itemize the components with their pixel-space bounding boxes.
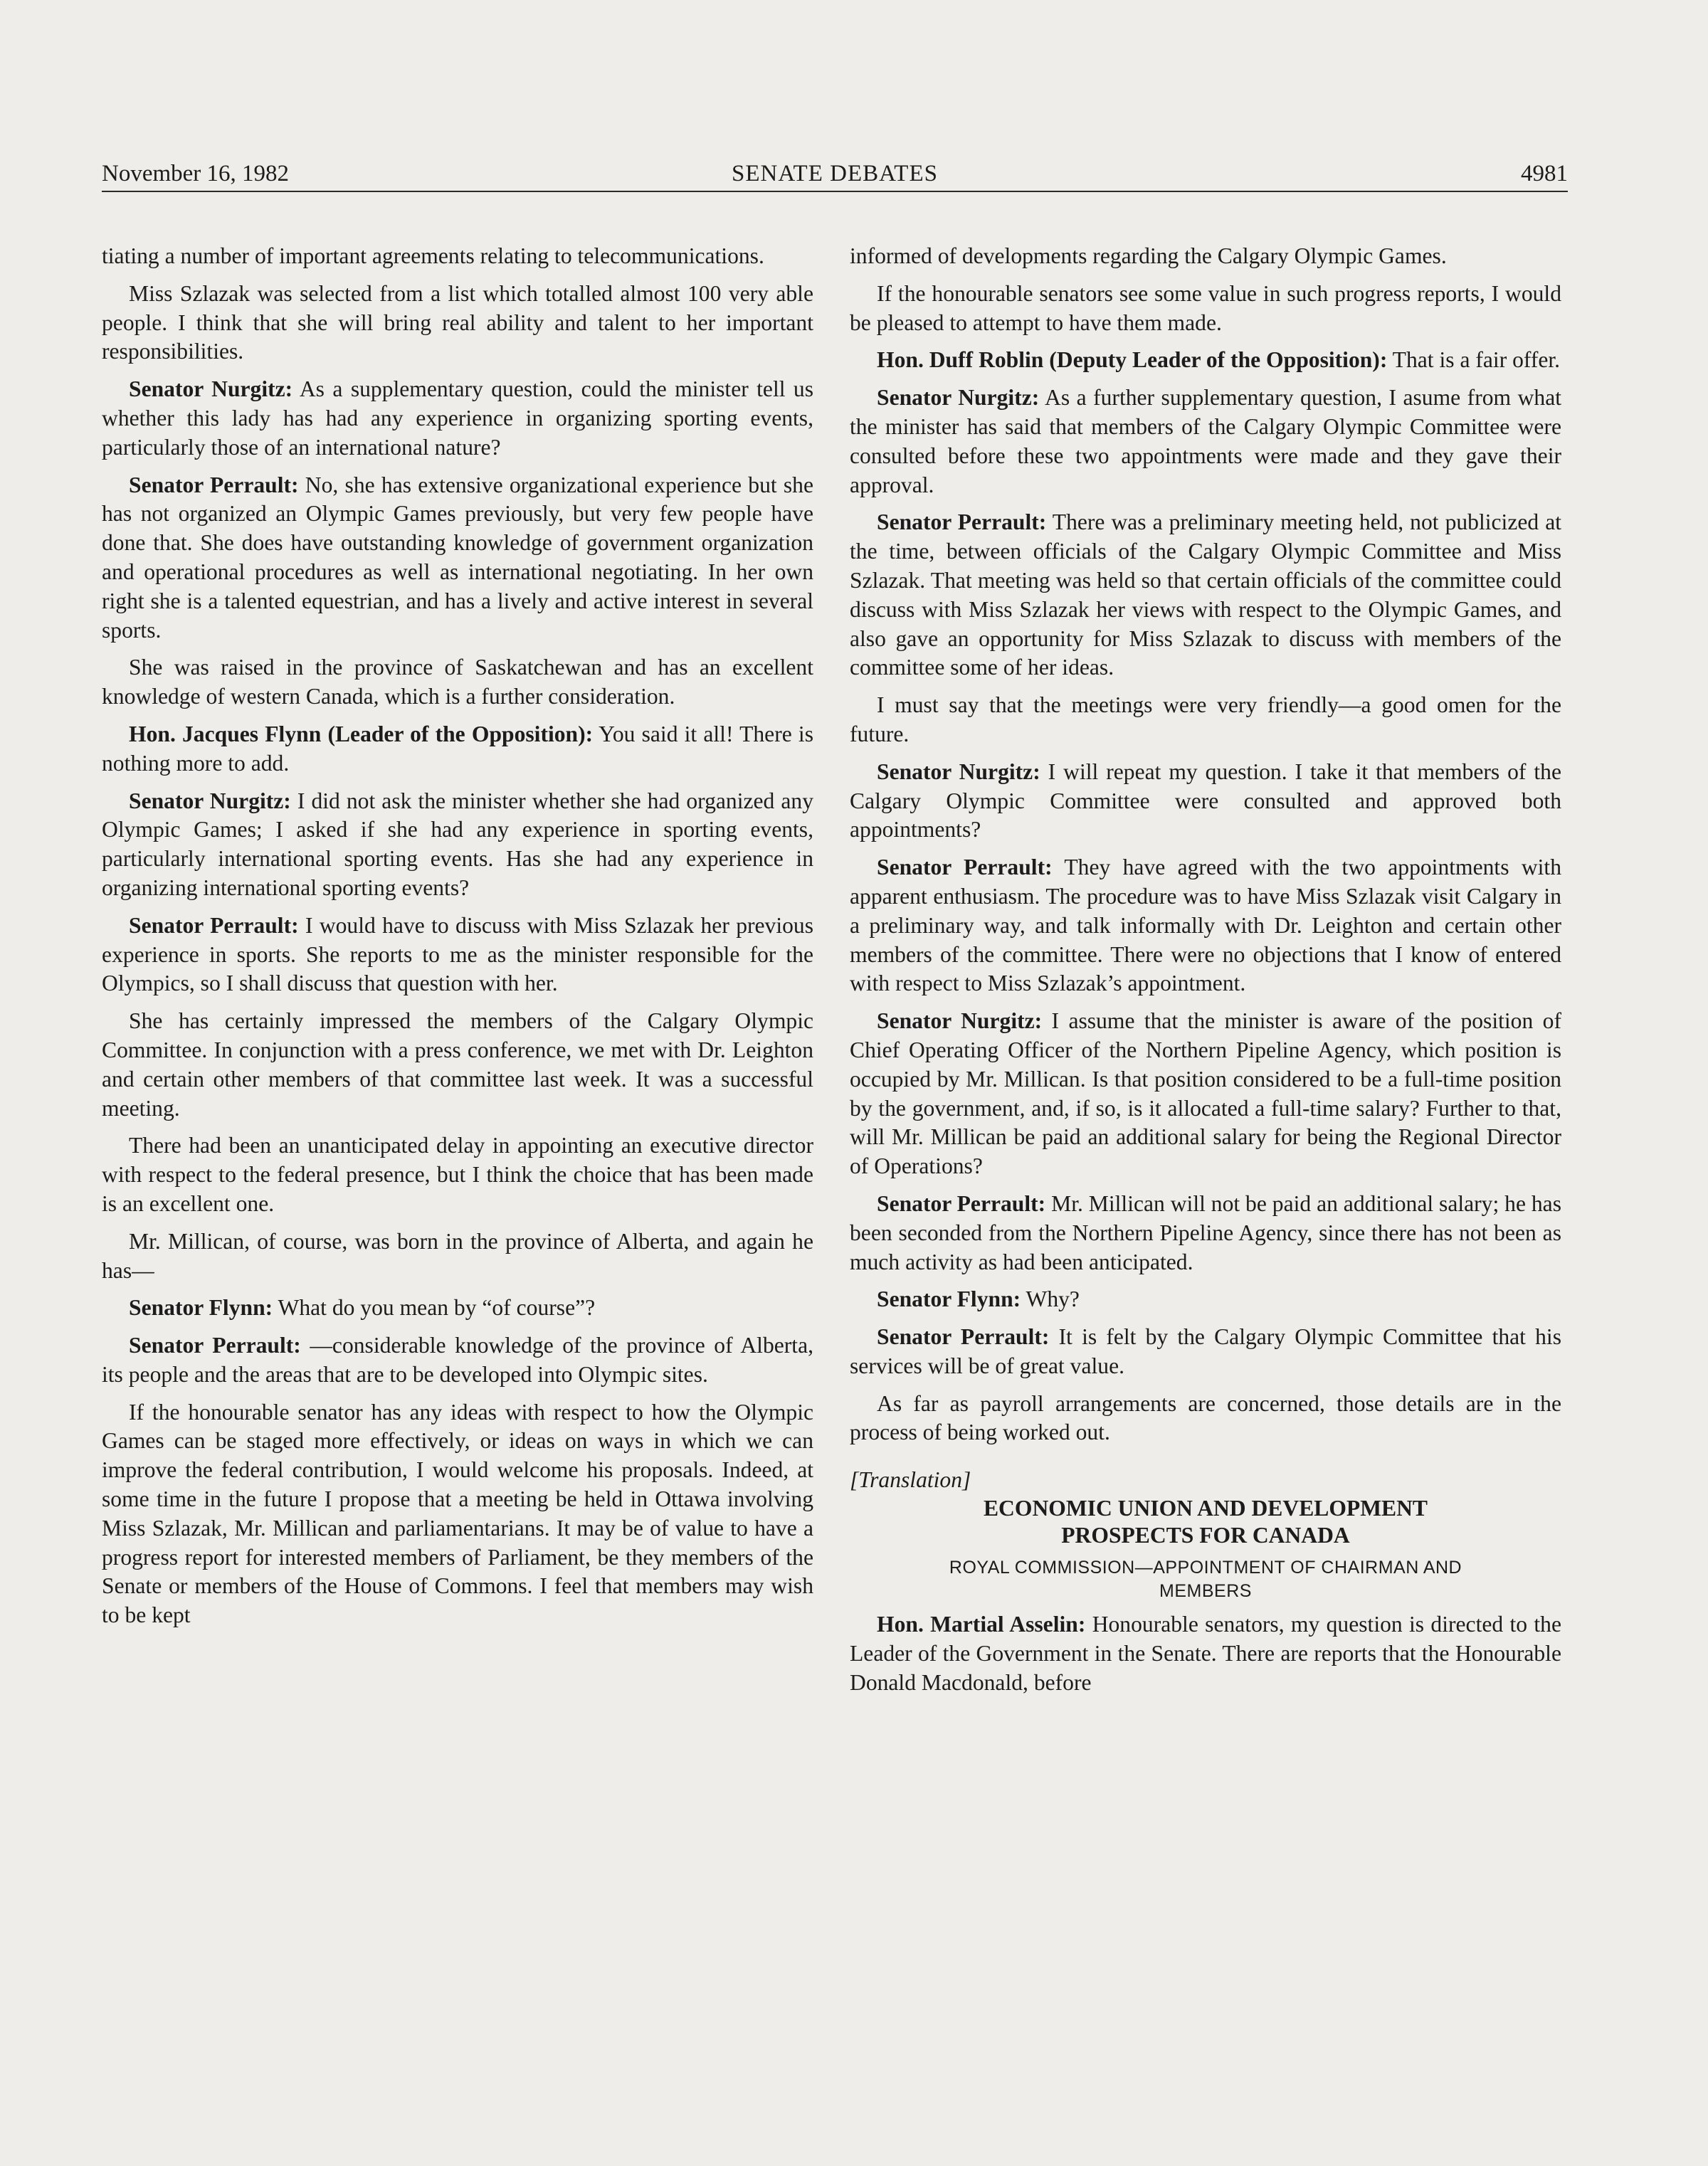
speech-paragraph xyxy=(850,1190,1561,1277)
section-subheading-line: MEMBERS xyxy=(1159,1581,1252,1602)
right-column xyxy=(850,242,1561,1706)
speech-text: That is a fair offer. xyxy=(1387,347,1561,373)
speech-text: You said it all! There is nothing more to add. xyxy=(102,721,813,776)
speech-text: Honourable senators, my question is directed to the Leader of the Government in the Senate. There are reports that the Honourable Donald Macdonald, before xyxy=(850,1612,1561,1695)
speech-paragraph xyxy=(850,1285,1561,1314)
left-column xyxy=(102,242,813,1639)
paragraph: Mr. Millican, of course, was born in the province of Alberta, and again he has— xyxy=(102,1228,813,1283)
speaker-name: Senator Perrault: xyxy=(129,1333,301,1358)
speaker-name: Senator Flynn: xyxy=(129,1295,273,1321)
speech-paragraph xyxy=(102,912,813,998)
speech-text: I will repeat my question. I take it that members of the Calgary Olympic Committee were consulted and approved both appointments? xyxy=(850,759,1561,842)
paragraph: There had been an unanticipated delay in appointing an executive director with respect to the federal presence, but I think the choice that has been made is an excellent one. xyxy=(102,1133,813,1216)
speech-text: What do you mean by “of course”? xyxy=(273,1295,596,1321)
speech-text: I would have to discuss with Miss Szlazak her previous experience in sports. She reports to me as the minister responsible for the Olympics, so I shall discuss that question with her. xyxy=(102,912,813,996)
speech-paragraph xyxy=(102,375,813,462)
section-heading-line: ECONOMIC UNION AND DEVELOPMENT xyxy=(983,1496,1428,1521)
speech-paragraph xyxy=(102,1331,813,1390)
speech-text: I assume that the minister is aware of the position of Chief Operating Officer of the Northern Pipeline Agency, which position is occupied by Mr. Millican. Is that position considered to be a full-time position by the government, and, if so, is it allocated a full-time salary? Further to that, will Mr. Millican be paid an additional salary for being the Regional Director of Operations? xyxy=(850,1008,1561,1179)
section-subheading xyxy=(850,1556,1561,1603)
section-heading-line: PROSPECTS FOR CANADA xyxy=(1061,1523,1350,1548)
speaker-name: Hon. Martial Asselin: xyxy=(877,1612,1086,1637)
speech-paragraph xyxy=(850,508,1561,682)
paragraph: tiating a number of important agreements relating to telecommunications. xyxy=(102,243,764,268)
speech-text: They have agreed with the two appointments with apparent enthusiasm. The procedure was to have Miss Szlazak visit Calgary in a preliminary way, and talk informally with Dr. Leighton and certain other members of the committee. There were no objections that I know of entered with respect to Miss Szlazak’s appointment. xyxy=(850,855,1561,996)
speech-paragraph xyxy=(850,758,1561,845)
header-date: November 16, 1982 xyxy=(102,161,290,186)
paragraph: As far as payroll arrangements are concerned, those details are in the process of being worked out. xyxy=(850,1390,1561,1445)
speech-paragraph xyxy=(102,787,813,903)
speaker-name: Hon. Duff Roblin (Deputy Leader of the Opposition): xyxy=(877,347,1388,373)
paragraph: informed of developments regarding the Calgary Olympic Games. xyxy=(850,243,1447,268)
section-heading xyxy=(850,1495,1561,1549)
page-header xyxy=(102,158,1568,192)
paragraph: She was raised in the province of Saskatchewan and has an excellent knowledge of western Canada, which is a further consideration. xyxy=(102,655,813,709)
speaker-name: Senator Perrault: xyxy=(877,855,1053,880)
paragraph: If the honourable senators see some value in such progress reports, I would be pleased to attempt to have them made. xyxy=(850,280,1561,335)
speaker-name: Senator Nurgitz: xyxy=(129,788,291,813)
speech-text: I did not ask the minister whether she had organized any Olympic Games; I asked if she had any experience in sporting events, particularly international sporting events. Has she had any experience in organizing international sporting events? xyxy=(102,788,813,900)
speech-paragraph xyxy=(850,1007,1561,1181)
page-number: 4981 xyxy=(1521,161,1568,186)
speech-text: Why? xyxy=(1021,1287,1080,1312)
speech-text: Mr. Millican will not be paid an additional salary; he has been seconded from the Northern Pipeline Agency, since there has not been as much activity as had been anticipated. xyxy=(850,1190,1562,1274)
speaker-name: Senator Perrault: xyxy=(877,1324,1050,1350)
speaker-name: Senator Perrault: xyxy=(877,1190,1046,1216)
paragraph: Miss Szlazak was selected from a list which totalled almost 100 very able people. I think that she will bring real ability and talent to her important responsibilities. xyxy=(102,280,813,364)
paragraph: If the honourable senator has any ideas with respect to how the Olympic Games can be staged more effectively, or ideas on ways in which we can improve the federal contribution, I would welcome his proposals. Indeed, at some time in the future I propose that a meeting be held in Ottawa involving Miss Szlazak, Mr. Millican and parliamentarians. It may be of value to have a progress report for interested members of Parliament, be they members of the Senate or members of the House of Commons. I feel that members may wish to be kept xyxy=(102,1399,813,1628)
speaker-name: Senator Nurgitz: xyxy=(129,376,293,402)
speech-paragraph xyxy=(850,346,1561,375)
speech-text: It is felt by the Calgary Olympic Committee that his services will be of great value. xyxy=(850,1324,1561,1378)
speech-paragraph xyxy=(850,1323,1561,1381)
header-title: SENATE DEBATES xyxy=(732,161,938,186)
speaker-name: Senator Nurgitz: xyxy=(877,385,1040,411)
speech-paragraph xyxy=(102,720,813,778)
speaker-name: Hon. Jacques Flynn (Leader of the Opposition): xyxy=(129,721,594,746)
speech-text: No, she has extensive organizational experience but she has not organized an Olympic Games previously, but very few people have done that. She does have outstanding knowledge of government organization and operational procedures as well as international negotiating. In her own right she is a talented equestrian, and has a lively and active interest in several sports. xyxy=(102,472,814,643)
speaker-name: Senator Perrault: xyxy=(129,472,299,497)
speech-paragraph xyxy=(850,384,1561,500)
speech-text: —considerable knowledge of the province of Alberta, its people and the areas that are to be developed into Olympic sites. xyxy=(102,1333,813,1387)
speech-paragraph xyxy=(850,853,1561,998)
paragraph: She has certainly impressed the members of the Calgary Olympic Committee. In conjunction with a press conference, we met with Dr. Leighton and certain other members of that committee last week. It was a successful meeting. xyxy=(102,1008,813,1121)
speaker-name: Senator Nurgitz: xyxy=(877,759,1040,784)
speech-paragraph xyxy=(850,1610,1561,1697)
paragraph: I must say that the meetings were very friendly—a good omen for the future. xyxy=(850,692,1561,746)
speech-paragraph xyxy=(102,1294,813,1323)
speech-text: There was a preliminary meeting held, not publicized at the time, between officials of the Calgary Olympic Committee and Miss Szlazak. That meeting was held so that certain officials of the committee could discuss with Miss Szlazak her views with respect to the Olympic Games, and also gave an opportunity for Miss Szlazak to discuss with members of the committee some of her ideas. xyxy=(850,509,1561,680)
speech-text: As a supplementary question, could the minister tell us whether this lady has had any experience in organizing sporting events, particularly those of an international nature? xyxy=(102,376,814,460)
translation-note: [Translation] xyxy=(850,1467,971,1493)
speaker-name: Senator Flynn: xyxy=(877,1287,1021,1312)
speaker-name: Senator Perrault: xyxy=(877,509,1047,535)
speech-text: As a further supplementary question, I asume from what the minister has said that members of the Calgary Olympic Committee were consulted before these two appointments were made and they gave their approval. xyxy=(850,385,1561,497)
speaker-name: Senator Perrault: xyxy=(129,912,299,938)
speaker-name: Senator Nurgitz: xyxy=(877,1008,1043,1034)
section-subheading-line: ROYAL COMMISSION—APPOINTMENT OF CHAIRMAN AND xyxy=(949,1558,1462,1578)
speech-paragraph xyxy=(102,471,813,645)
